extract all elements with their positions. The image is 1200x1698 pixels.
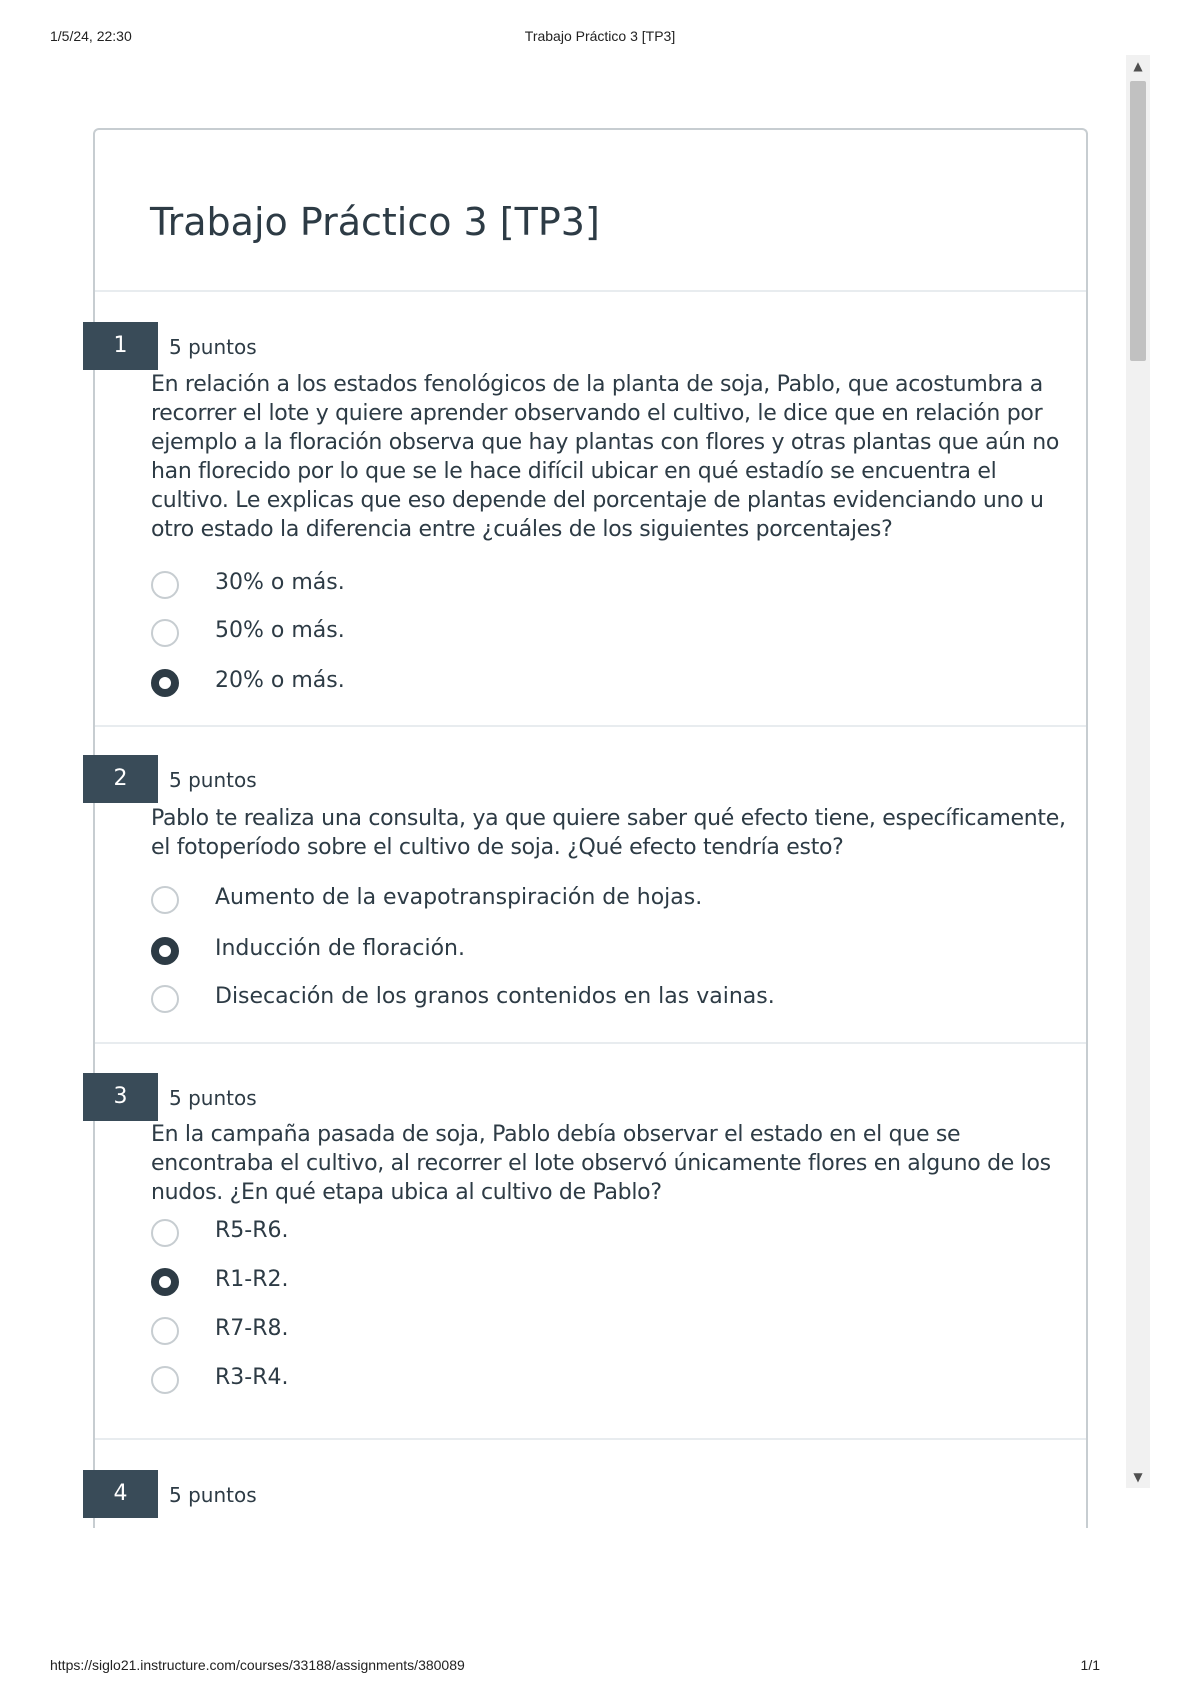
- answer-label[interactable]: Inducción de floración.: [215, 936, 465, 961]
- scroll-down-icon[interactable]: ▼: [1133, 1470, 1143, 1484]
- answer-option-selected[interactable]: [151, 933, 951, 973]
- radio-checked-icon[interactable]: [151, 1268, 179, 1296]
- print-date: 1/5/24, 22:30: [50, 28, 132, 44]
- radio-icon[interactable]: [151, 886, 179, 914]
- radio-icon[interactable]: [151, 571, 179, 599]
- answer-label[interactable]: R5-R6.: [215, 1218, 289, 1243]
- print-footer: [50, 1657, 1150, 1679]
- radio-checked-icon[interactable]: [151, 937, 179, 965]
- answer-label[interactable]: R3-R4.: [215, 1365, 289, 1390]
- answer-label[interactable]: 20% o más.: [215, 668, 345, 693]
- answer-option[interactable]: [151, 615, 951, 655]
- answer-label[interactable]: Disecación de los granos contenidos en las vainas.: [215, 984, 775, 1009]
- answer-option[interactable]: [151, 882, 951, 922]
- question-text: En relación a los estados fenológicos de la planta de soja, Pablo, que acostumbra a recorrer el lote y quiere aprender observando el cultivo, le dice que en relación por ejemplo a la floración observa que hay plantas con flores y otras plantas que aún no han florecido por lo que se le hace difícil ubicar en qué estadío se encuentra el cultivo. Le explicas que eso depende del porcentaje de plantas evidenciando uno u otro estado la diferencia entre ¿cuáles de los siguientes porcentajes?: [151, 372, 1060, 542]
- divider: [95, 290, 1086, 292]
- question-number: 3: [83, 1073, 158, 1121]
- print-header: [50, 28, 1150, 50]
- page-viewport[interactable]: [0, 55, 1150, 1507]
- print-title: Trabajo Práctico 3 [TP3]: [524, 28, 676, 44]
- divider: [95, 1042, 1086, 1044]
- radio-checked-icon[interactable]: [151, 669, 179, 697]
- radio-icon[interactable]: [151, 1366, 179, 1394]
- answer-label[interactable]: R7-R8.: [215, 1316, 289, 1341]
- quiz-card: [93, 128, 1088, 1528]
- question-points: 5 puntos: [169, 1483, 257, 1507]
- question-text: Pablo te realiza una consulta, ya que quiere saber qué efecto tiene, específicamente, el fotoperíodo sobre el cultivo de soja. ¿Qué efecto tendría esto?: [151, 806, 1066, 860]
- radio-icon[interactable]: [151, 619, 179, 647]
- answer-option[interactable]: [151, 1362, 951, 1402]
- answer-option-selected[interactable]: [151, 1264, 951, 1304]
- answer-label[interactable]: 30% o más.: [215, 570, 345, 595]
- radio-icon[interactable]: [151, 1317, 179, 1345]
- print-url: https://siglo21.instructure.com/courses/33188/assignments/380089: [50, 1657, 465, 1673]
- divider: [95, 1438, 1086, 1440]
- answer-option[interactable]: [151, 567, 951, 607]
- radio-icon[interactable]: [151, 1219, 179, 1247]
- quiz-title: Trabajo Práctico 3 [TP3]: [150, 200, 600, 244]
- question-number: 1: [83, 322, 158, 370]
- answer-label[interactable]: Aumento de la evapotranspiración de hojas.: [215, 885, 703, 910]
- question-points: 5 puntos: [169, 1086, 257, 1110]
- question-points: 5 puntos: [169, 768, 257, 792]
- answer-option-selected[interactable]: [151, 665, 951, 705]
- question-number: 4: [83, 1470, 158, 1518]
- scrollbar[interactable]: [1126, 55, 1150, 1488]
- radio-icon[interactable]: [151, 985, 179, 1013]
- scroll-up-icon[interactable]: ▲: [1133, 59, 1143, 73]
- divider: [95, 725, 1086, 727]
- print-page-count: 1/1: [1080, 1657, 1100, 1673]
- answer-label[interactable]: 50% o más.: [215, 618, 345, 643]
- question-number: 2: [83, 755, 158, 803]
- scrollbar-thumb[interactable]: [1130, 81, 1146, 361]
- answer-label[interactable]: R1-R2.: [215, 1267, 289, 1292]
- question-points: 5 puntos: [169, 335, 257, 359]
- question-text: En la campaña pasada de soja, Pablo debía observar el estado en el que se encontraba el cultivo, al recorrer el lote observó únicamente flores en alguno de los nudos. ¿En qué etapa ubica al cultivo de Pablo?: [151, 1122, 1051, 1205]
- answer-option[interactable]: [151, 981, 951, 1021]
- answer-option[interactable]: [151, 1313, 951, 1353]
- answer-option[interactable]: [151, 1215, 951, 1255]
